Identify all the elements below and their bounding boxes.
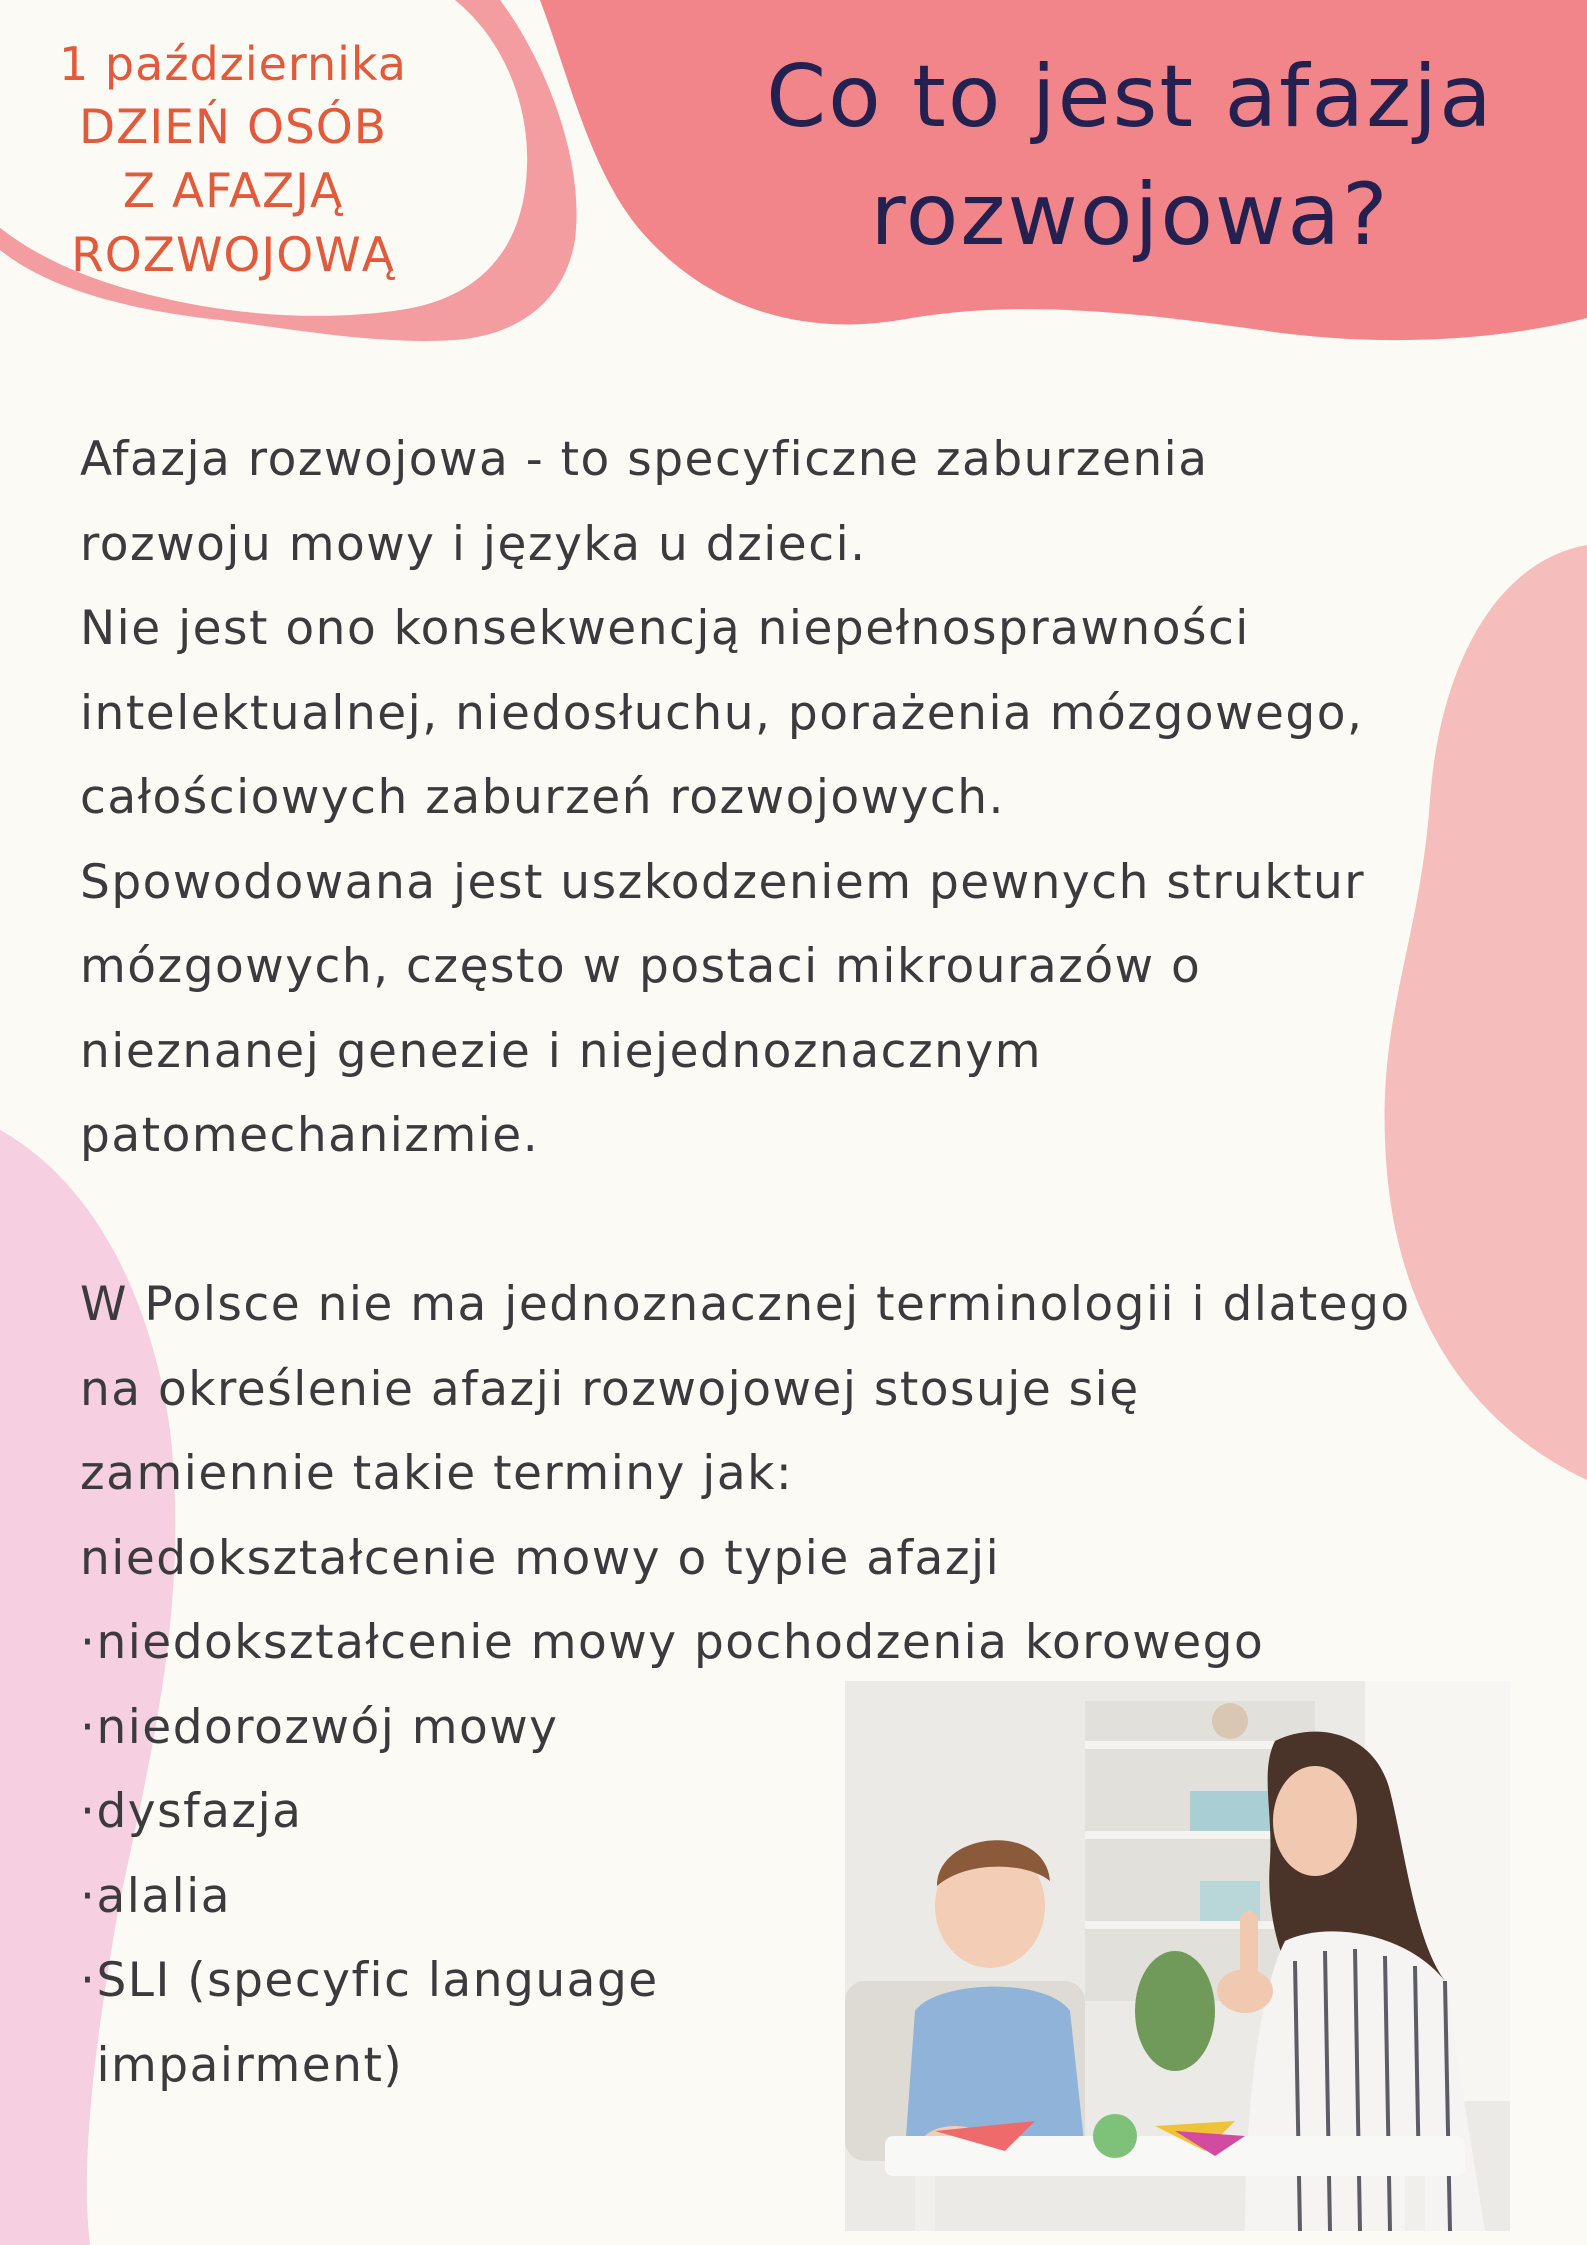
paragraph-2-line: zamiennie takie terminy jak:	[80, 1446, 794, 1501]
paragraph-gap	[80, 1179, 1500, 1264]
woman-teaching-child-photo	[845, 1681, 1510, 2231]
term-list-item: ·dysfazja	[80, 1784, 303, 1839]
page-title	[700, 38, 1560, 274]
badge-line-4: ROZWOJOWĄ	[71, 228, 395, 283]
paragraph-1-line: nieznanej genezie i niejednoznacznym	[80, 1023, 1043, 1079]
term-list-item: niedokształcenie mowy o typie afazji	[80, 1530, 1001, 1586]
paragraph-1-line: całościowych zaburzeń rozwojowych.	[80, 770, 1005, 825]
term-list-item: impairment)	[80, 2037, 404, 2093]
badge-line-3: Z AFAZJĄ	[122, 164, 344, 219]
term-list-item: ·SLI (specyfic language	[80, 1953, 659, 2008]
badge-line-2: DZIEŃ OSÓB	[78, 100, 388, 155]
paragraph-1-line: Nie jest ono konsekwencją niepełnosprawności	[80, 601, 1250, 656]
paragraph-2-line: W Polsce nie ma jednoznacznej terminologii i dlatego	[80, 1277, 1411, 1332]
paragraph-1-line: patomechanizmie.	[80, 1108, 540, 1163]
paragraph-1-line: Spowodowana jest uszkodzeniem pewnych struktur	[80, 854, 1366, 910]
photo-illustration	[845, 1681, 1510, 2231]
badge-date: 1 października	[59, 37, 407, 91]
paragraph-1-line: rozwoju mowy i języka u dzieci.	[80, 516, 867, 572]
title-line-2: rozwojowa?	[870, 165, 1390, 265]
paragraph-1-line: Afazja rozwojowa - to specyficzne zaburzenia	[80, 432, 1209, 487]
term-list-item: ·niedorozwój mowy	[80, 1699, 559, 1755]
title-line-1: Co to jest afazja	[766, 47, 1494, 147]
aphasia-day-badge	[38, 32, 428, 288]
term-list-item: ·niedokształcenie mowy pochodzenia korowego	[80, 1615, 1265, 1670]
paragraph-2-line: na określenie afazji rozwojowej stosuje się	[80, 1361, 1140, 1417]
paragraph-1-line: mózgowych, często w postaci mikrourazów o	[80, 939, 1202, 994]
term-list-item: ·alalia	[80, 1868, 232, 1924]
paragraph-1-line: intelektualnej, niedosłuchu, porażenia mózgowego,	[80, 685, 1364, 741]
